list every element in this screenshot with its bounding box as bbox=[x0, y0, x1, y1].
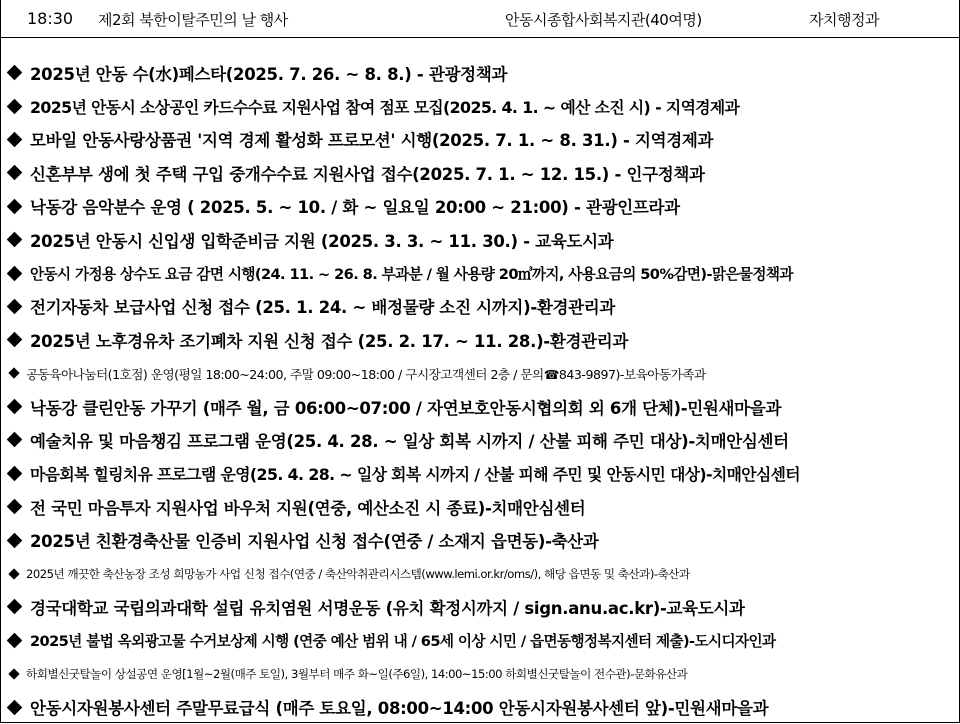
list-item bbox=[1, 357, 959, 390]
list-item-text: 공동육아나눔터(1호점) 운영(평일 18:00~24:00, 주말 09:00~18:00 / 구시장고객센터 2층 / 문의☎843-9897)-보육아동가족과 bbox=[26, 366, 706, 382]
announcement-list bbox=[1, 56, 959, 724]
list-item bbox=[1, 323, 959, 356]
list-item bbox=[1, 657, 959, 690]
diamond-bullet-icon bbox=[7, 466, 23, 482]
list-item bbox=[1, 89, 959, 122]
list-item-text: 마음회복 힐링치유 프로그램 운영(25. 4. 28. ~ 일상 회복 시까지 / 산불 피해 주민 및 안동시민 대상)-치매안심센터 bbox=[30, 464, 800, 484]
diamond-bullet-icon bbox=[7, 165, 23, 181]
diamond-bullet-icon bbox=[7, 265, 23, 281]
list-item bbox=[1, 156, 959, 189]
list-item bbox=[1, 223, 959, 256]
diamond-bullet-icon bbox=[8, 668, 19, 679]
list-item bbox=[1, 557, 959, 590]
list-item-text: 2025년 불법 옥외광고물 수거보상제 시행 (연중 예산 범위 내 / 65세 이상 시민 / 읍면동행정복지센터 제출)-도시디자인과 bbox=[30, 632, 776, 650]
list-item-text: 경국대학교 국립의과대학 설립 유치염원 서명운동 (유치 확정시까지 / sign.anu.ac.kr)-교육도시과 bbox=[30, 598, 745, 618]
list-item-text: 낙동강 음악분수 운영 ( 2025. 5. ~ 10. / 화 ~ 일요일 20:00 ~ 21:00) - 관광인프라과 bbox=[30, 198, 680, 218]
diamond-bullet-icon bbox=[7, 633, 23, 649]
diamond-bullet-icon bbox=[7, 399, 23, 415]
diamond-bullet-icon bbox=[7, 65, 23, 81]
list-item bbox=[1, 256, 959, 289]
diamond-bullet-icon bbox=[7, 432, 23, 448]
list-item-text: 전기자동차 보급사업 신청 접수 (25. 1. 24. ~ 배정물량 소진 시까지)-환경관리과 bbox=[30, 298, 616, 318]
list-item bbox=[1, 490, 959, 523]
list-item-text: 안동시자원봉사센터 주말무료급식 (매주 토요일, 08:00~14:00 안동시자원봉사센터 앞)-민원새마을과 bbox=[30, 699, 769, 719]
list-item bbox=[1, 123, 959, 156]
event-title: 제2회 북한이탈주민의 날 행사 bbox=[98, 11, 288, 29]
list-item-text: 2025년 안동시 신입생 입학준비금 지원 (2025. 3. 3. ~ 11. 30.) - 교육도시과 bbox=[30, 231, 614, 251]
list-item bbox=[1, 390, 959, 423]
list-item-text: 2025년 노후경유차 조기폐차 지원 신청 접수 (25. 2. 17. ~ 11. 28.)-환경관리과 bbox=[30, 331, 629, 351]
list-item-text: 하회별신굿탈놀이 상설공연 운영[1월~2월(매주 토일), 3월부터 매주 화~일(주6일), 14:00~15:00 하회별신굿탈놀이 전수관)-문화유산과 bbox=[26, 666, 688, 681]
diamond-bullet-icon bbox=[8, 368, 19, 379]
list-item-text: 신혼부부 생에 첫 주택 구입 중개수수료 지원사업 접수(2025. 7. 1. ~ 12. 15.) - 인구정책과 bbox=[30, 164, 705, 184]
diamond-bullet-icon bbox=[7, 132, 23, 148]
list-item bbox=[1, 290, 959, 323]
list-item bbox=[1, 523, 959, 556]
list-item bbox=[1, 190, 959, 223]
list-item-text: 2025년 깨끗한 축산농장 조성 희망농가 사업 신청 접수(연중 / 축산악취관리시스템(www.lemi.or.kr/oms/), 해당 읍면동 및 축산과)-축산과 bbox=[26, 566, 690, 581]
list-item-text: 예술치유 및 마음챙김 프로그램 운영(25. 4. 28. ~ 일상 회복 시까지 / 산불 피해 주민 대상)-치매안심센터 bbox=[30, 431, 789, 451]
list-item bbox=[1, 56, 959, 89]
diamond-bullet-icon bbox=[7, 332, 23, 348]
list-item-text: 2025년 안동시 소상공인 카드수수료 지원사업 참여 점포 모집(2025. 4. 1. ~ 예산 소진 시) - 지역경제과 bbox=[30, 97, 740, 117]
diamond-bullet-icon bbox=[7, 599, 23, 615]
list-item bbox=[1, 423, 959, 456]
list-item bbox=[1, 624, 959, 657]
list-item bbox=[1, 590, 959, 623]
diamond-bullet-icon bbox=[7, 299, 23, 315]
diamond-bullet-icon bbox=[7, 499, 23, 515]
diamond-bullet-icon bbox=[8, 568, 19, 579]
diamond-bullet-icon bbox=[7, 232, 23, 248]
list-item-text: 2025년 안동 수(水)페스타(2025. 7. 26. ~ 8. 8.) - 관광정책과 bbox=[30, 64, 508, 84]
list-item-text: 2025년 친환경축산물 인증비 지원사업 신청 접수(연중 / 소재지 읍면동)-축산과 bbox=[30, 532, 599, 552]
event-place: 안동시종합사회복지관(40여명) bbox=[505, 11, 702, 29]
diamond-bullet-icon bbox=[7, 198, 23, 214]
diamond-bullet-icon bbox=[7, 98, 23, 114]
diamond-bullet-icon bbox=[7, 532, 23, 548]
list-item bbox=[1, 690, 959, 723]
event-header-row bbox=[1, 0, 959, 38]
list-item bbox=[1, 457, 959, 490]
event-time: 18:30 bbox=[27, 9, 74, 28]
list-item-text: 낙동강 클린안동 가꾸기 (매주 월, 금 06:00~07:00 / 자연보호안동시협의회 외 6개 단체)-민원새마을과 bbox=[30, 398, 782, 418]
list-item-text: 전 국민 마음투자 지원사업 바우처 지원(연중, 예산소진 시 종료)-치매안심센터 bbox=[30, 498, 586, 518]
list-item-text: 안동시 가정용 상수도 요금 감면 시행(24. 11. ~ 26. 8. 부과분 / 월 사용량 20㎥까지, 사용요금의 50%감면)-맑은물정책과 bbox=[30, 265, 793, 283]
event-department: 자치행정과 bbox=[809, 11, 879, 29]
list-item-text: 모바일 안동사랑상품권 '지역 경제 활성화 프로모션' 시행(2025. 7. 1. ~ 8. 31.) - 지역경제과 bbox=[30, 131, 714, 151]
diamond-bullet-icon bbox=[7, 699, 23, 715]
